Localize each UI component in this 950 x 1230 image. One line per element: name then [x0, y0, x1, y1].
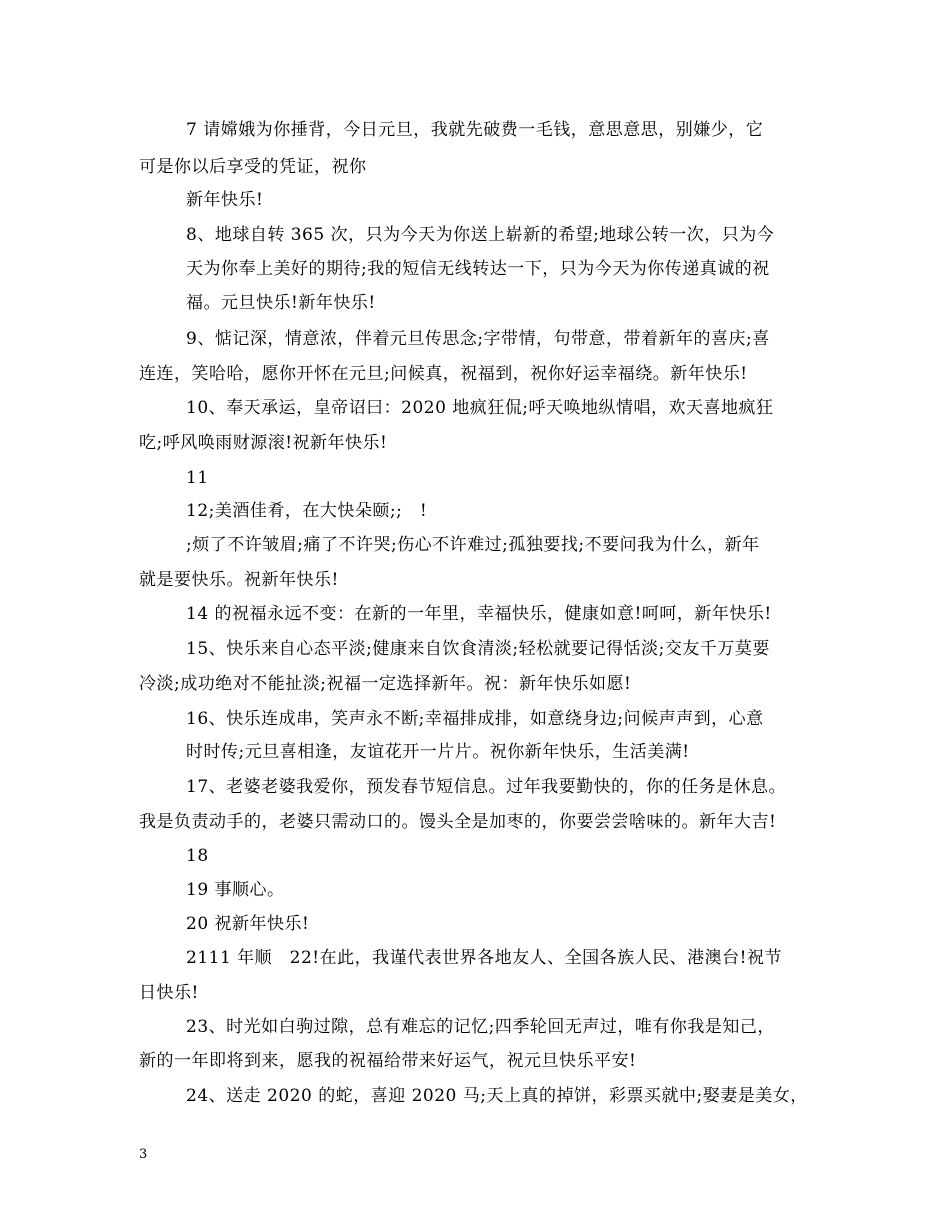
text-line: 12;美酒佳肴，在大快朵颐;; !	[186, 501, 428, 521]
text-line: 8、地球自转 365 次，只为今天为你送上崭新的希望;地球公转一次，只为今	[186, 225, 775, 245]
text-line: 2111 年顺 22!在此，我谨代表世界各地友人、全国各族人民、港澳台!祝节	[186, 948, 782, 968]
text-line: 吃;呼风唤雨财源滚!祝新年快乐!	[139, 433, 388, 453]
text-line: 10、奉天承运，皇帝诏曰：2020 地疯狂侃;呼天唤地纵情唱，欢天喜地疯狂	[186, 398, 774, 418]
text-line: 福。元旦快乐!新年快乐!	[186, 293, 376, 313]
text-line: 天为你奉上美好的期待;我的短信无线转达一下，只为今天为你传递真诚的祝	[186, 259, 770, 279]
text-line: 就是要快乐。祝新年快乐!	[139, 570, 339, 590]
text-line: 23、时光如白驹过隙，总有难忘的记忆;四季轮回无声过，唯有你我是知己，	[186, 1017, 775, 1037]
text-line: 时时传;元旦喜相逢，友谊花开一片片。祝你新年快乐，生活美满!	[186, 742, 690, 762]
text-line: 18	[186, 846, 209, 866]
text-line: 17、老婆老婆我爱你，预发春节短信息。过年我要勤快的，你的任务是休息。	[186, 777, 787, 797]
text-line: ;烦了不许皱眉;痛了不许哭;伤心不许难过;孤独要找;不要问我为什么，新年	[186, 535, 760, 555]
text-line: 连连，笑哈哈，愿你开怀在元旦;问候真，祝福到，祝你好运幸福绕。新年快乐!	[139, 364, 748, 384]
text-line: 20 祝新年快乐!	[186, 914, 310, 934]
text-line: 我是负责动手的，老婆只需动口的。馒头全是加枣的，你要尝尝啥味的。新年大吉!	[139, 812, 777, 832]
page-number: 3	[139, 1147, 148, 1162]
text-line: 11	[186, 468, 209, 488]
text-line: 冷淡;成功绝对不能扯淡;祝福一定选择新年。祝：新年快乐如愿!	[139, 674, 632, 694]
text-line: 可是你以后享受的凭证，祝你	[139, 157, 367, 177]
text-line: 新年快乐!	[186, 190, 264, 210]
text-line: 24、送走 2020 的蛇，喜迎 2020 马;天上真的掉饼，彩票买就中;娶妻是美女，	[186, 1086, 808, 1106]
text-line: 9、惦记深，情意浓，伴着元旦传思念;字带情，句带意，带着新年的喜庆;喜	[186, 329, 770, 349]
text-line: 15、快乐来自心态平淡;健康来自饮食清淡;轻松就要记得恬淡;交友千万莫要	[186, 639, 770, 659]
text-line: 14 的祝福永远不变：在新的一年里，幸福快乐，健康如意!呵呵，新年快乐!	[186, 604, 772, 624]
text-line: 19 事顺心。	[186, 880, 285, 900]
text-line: 新的一年即将到来，愿我的祝福给带来好运气，祝元旦快乐平安!	[139, 1051, 637, 1071]
text-line: 日快乐!	[139, 983, 199, 1003]
text-line: 16、快乐连成串，笑声永不断;幸福排成排，如意绕身边;问候声声到，心意	[186, 709, 764, 729]
text-line: 7 请嫦娥为你捶背，今日元旦，我就先破费一毛钱，意思意思，别嫌少，它	[186, 120, 764, 140]
